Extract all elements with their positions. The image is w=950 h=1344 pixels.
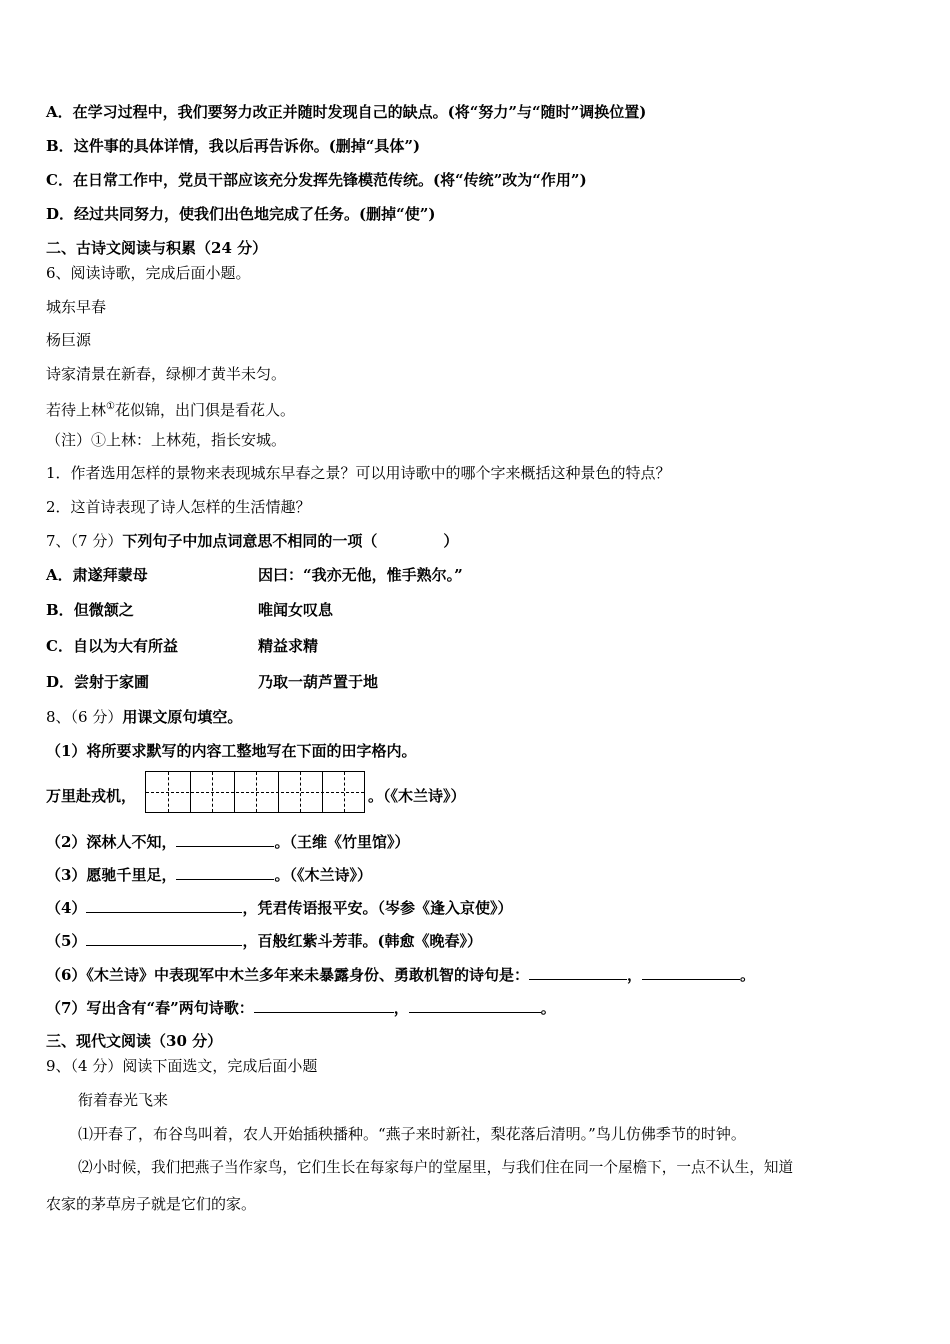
sub-text: （2）深林人不知， <box>46 833 177 851</box>
q8-sub-4 <box>46 898 512 918</box>
poem-line-2 <box>46 397 295 420</box>
option-letter: B． <box>46 137 74 155</box>
q7-option-c-right: 精益求精 <box>258 637 319 655</box>
sub-text: 。（《木兰诗》） <box>274 866 372 884</box>
answer-blank[interactable] <box>86 931 242 946</box>
article-paragraph-2-line-2: 农家的茅草房子就是它们的家。 <box>46 1195 257 1213</box>
option-letter: A． <box>46 103 73 121</box>
q7-option-c-left <box>46 636 178 656</box>
article-paragraph-2-line-1: ⑵小时候，我们把燕子当作家鸟，它们生长在每家每户的堂屋里，与我们住在同一个屋檐下，一点不认生，知道 <box>78 1159 794 1176</box>
q8-sub-1: （1）将所要求默写的内容工整地写在下面的田字格内。 <box>46 742 417 760</box>
sub-text: （7）写出含有“春”两句诗歌： <box>46 999 254 1017</box>
poem-line-2-part-b: 花似锦，出门俱是看花人。 <box>114 401 295 419</box>
q7-option-a-right: 因曰：“我亦无他，惟手熟尔。” <box>258 566 463 584</box>
option-text: 在日常工作中，党员干部应该充分发挥先锋模范传统。(将“传统”改为“作用”) <box>72 171 587 189</box>
option-text: 肃遂拜蒙母 <box>72 566 148 584</box>
option-text: 这件事的具体详情，我以后再告诉你。(删掉“具体”) <box>73 137 421 155</box>
q8-sub-2 <box>46 832 409 852</box>
q7-option-b-left <box>46 600 134 620</box>
option-text: 自以为大有所益 <box>72 637 178 655</box>
answer-blank[interactable] <box>409 998 541 1013</box>
option-text: 经过共同努力，使我们出色地完成了任务。(删掉“使”) <box>74 205 436 223</box>
sub-text: ， <box>626 966 642 984</box>
q9-stem: 9、（4 分）阅读下面选文，完成后面小题 <box>46 1057 318 1075</box>
sub-text: （6）《木兰诗》中表现军中木兰多年来未暴露身份、勇敢机智的诗句是： <box>46 966 529 984</box>
answer-blank[interactable] <box>176 865 274 880</box>
option-letter: D． <box>46 673 75 691</box>
option-letter: D． <box>46 205 75 223</box>
sub-text: 。 <box>739 966 755 984</box>
poem-title: 城东早春 <box>46 298 107 316</box>
q8-sub-5 <box>46 931 482 951</box>
sub-text: 。（王维《竹里馆》） <box>274 833 410 851</box>
q7-option-a-left <box>46 565 148 585</box>
option-letter: A． <box>46 566 73 584</box>
section-3-title: 三、现代文阅读（30 分） <box>46 1032 223 1050</box>
footnote-mark: ① <box>106 401 115 412</box>
q7-option-b-right: 唯闻女叹息 <box>258 601 334 619</box>
q8-number: 8、（6 分） <box>46 708 123 726</box>
poem-line-2-part-a: 若待上林 <box>46 401 107 419</box>
sub-text: ，百般红紫斗芳菲。(韩愈《晚春》） <box>242 932 483 950</box>
q5-option-d <box>46 204 435 224</box>
section-2-title: 二、古诗文阅读与积累（24 分） <box>46 239 268 257</box>
q8-sub-3 <box>46 865 372 885</box>
q8-stem <box>46 707 242 727</box>
answer-blank[interactable] <box>642 965 740 980</box>
option-letter: C． <box>46 637 73 655</box>
poem-line-1: 诗家清景在新春，绿柳才黄半未匀。 <box>46 365 287 383</box>
q8-sub-7 <box>46 998 556 1018</box>
q6-sub-2: 2．这首诗表现了诗人怎样的生活情趣？ <box>46 498 311 516</box>
q5-option-b <box>46 136 420 156</box>
option-text: 尝射于家圃 <box>74 673 150 691</box>
option-letter: C． <box>46 171 73 189</box>
sub-text: （5） <box>46 932 87 950</box>
answer-blank[interactable] <box>529 965 627 980</box>
answer-blank[interactable] <box>176 832 274 847</box>
q8-sub-1-suffix: 。（《木兰诗》） <box>368 787 466 805</box>
poem-author: 杨巨源 <box>46 331 92 349</box>
q7-option-d-left <box>46 672 149 692</box>
article-paragraph-1: ⑴开春了，布谷鸟叫着，农人开始插秧播种。“燕子来时新社，梨花落后清明。”鸟儿仿佛季节的时钟。 <box>78 1125 746 1143</box>
q5-option-c <box>46 170 587 190</box>
option-text: 但微颔之 <box>73 601 134 619</box>
writing-grid[interactable] <box>145 771 365 813</box>
poem-note: （注）①上林：上林苑，指长安城。 <box>46 431 287 449</box>
sub-text: （3）愿驰千里足， <box>46 866 177 884</box>
q7-number: 7、（7 分） <box>46 532 123 550</box>
option-text: 在学习过程中，我们要努力改正并随时发现自己的缺点。(将“努力”与“随时”调换位置) <box>72 103 647 121</box>
q7-stem <box>46 531 458 551</box>
q7-question: 下列句子中加点词意思不相同的一项（ <box>122 532 378 550</box>
sub-text: ，凭君传语报平安。（岑参《逢入京使》） <box>242 899 513 917</box>
q8-sub-6 <box>46 965 755 985</box>
q5-option-a <box>46 102 646 122</box>
answer-blank[interactable] <box>254 998 394 1013</box>
q8-question: 用课文原句填空。 <box>122 708 243 726</box>
sub-text: （4） <box>46 899 87 917</box>
sub-text: 。 <box>540 999 556 1017</box>
sub-text: ， <box>393 999 409 1017</box>
answer-blank[interactable] <box>86 898 242 913</box>
option-letter: B． <box>46 601 74 619</box>
q6-sub-1: 1．作者选用怎样的景物来表现城东早春之景？可以用诗歌中的哪个字来概括这种景色的特点？ <box>46 464 671 482</box>
q7-option-d-right: 乃取一葫芦置于地 <box>258 673 379 691</box>
grid-midline <box>146 792 364 793</box>
q6-stem: 6、阅读诗歌，完成后面小题。 <box>46 264 251 282</box>
q7-question-end: ） <box>443 532 459 550</box>
q8-sub-1-prefix: 万里赴戎机， <box>46 787 137 805</box>
article-title: 衔着春光飞来 <box>78 1091 169 1109</box>
